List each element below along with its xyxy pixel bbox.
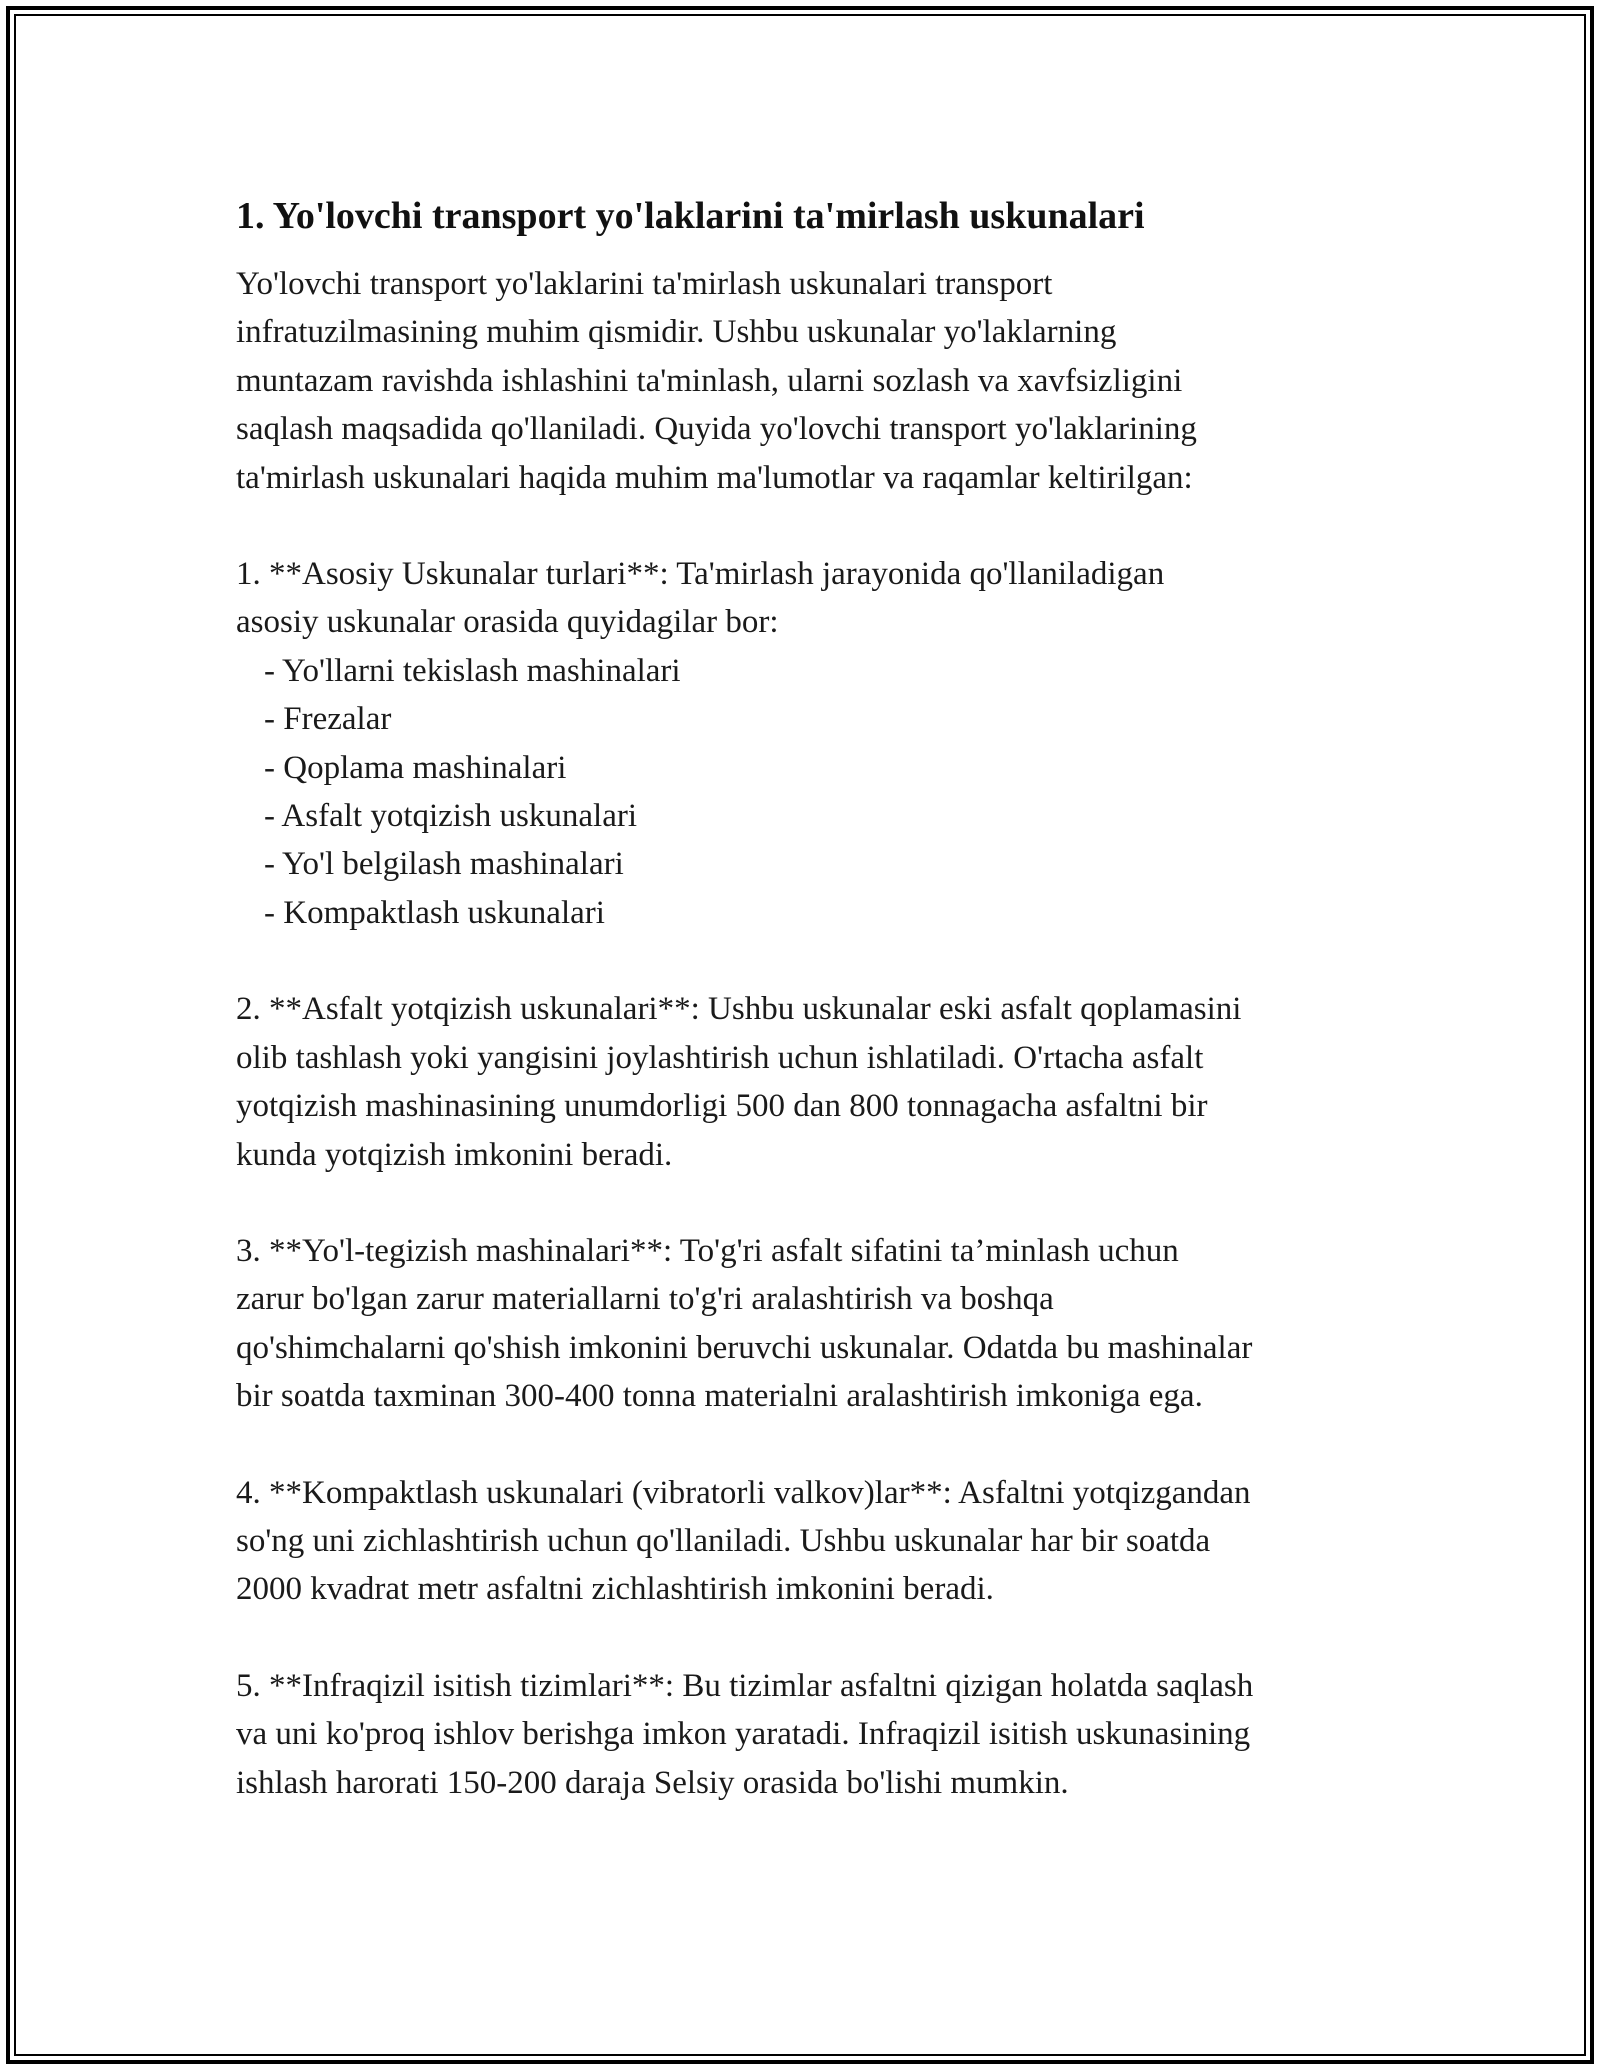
- spacer: [236, 502, 1376, 550]
- document-title: 1. Yo'lovchi transport yo'laklarini ta'mirlash uskunalari: [236, 195, 1145, 237]
- list-item: - Asfalt yotqizish uskunalari: [264, 798, 638, 835]
- spacer: [236, 1179, 1376, 1227]
- spacer: [236, 1421, 1376, 1469]
- equipment-list: [236, 647, 1376, 937]
- section-3-paragraph: 3. **Yo'l-tegizish mashinalari**: To'g'ri asfalt sifatini ta’minlash uchun zarur bo'lgan zarur materiallarni to'g'ri aralashtirish va boshqa qo'shimchalarni qo'shish imkonini beruvchi uskunalar. Odatda bu mashinalar bir soatda taxminan 300-400 tonna materialni aralashtirish imkoniga ega.: [236, 1232, 1253, 1415]
- section-5-paragraph: 5. **Infraqizil isitish tizimlari**: Bu tizimlar asfaltni qizigan holatda saqlash va uni ko'proq ishlov berishga imkon yaratadi. Infraqizil isitish uskunasining ishlash harorati 150-200 daraja Selsiy orasida bo'lishi mumkin.: [236, 1667, 1254, 1801]
- list-item: - Qoplama mashinalari: [264, 749, 567, 786]
- section-2-paragraph: 2. **Asfalt yotqizish uskunalari**: Ushbu uskunalar eski asfalt qoplamasini olib tashlash yoki yangisini joylashtirish uchun ishlatiladi. O'rtacha asfalt yotqizish mashinasining unumdorligi 500 dan 800 tonnagacha asfaltni bir kunda yotqizish imkonini beradi.: [236, 991, 1242, 1173]
- section-1-text: 1. **Asosiy Uskunalar turlari**: Ta'mirlash jarayonida qo'llaniladigan asosiy uskunalar orasida quyidagilar bor:: [236, 556, 1165, 641]
- document-body: [236, 188, 1376, 1807]
- list-item: - Kompaktlash uskunalari: [264, 894, 605, 931]
- section-4-paragraph: 4. **Kompaktlash uskunalari (vibratorli valkov)lar**: Asfaltni yotqizgandan so'ng uni zichlashtirish uchun qo'llaniladi. Ushbu uskunalar har bir soatda 2000 kvadrat metr asfaltni zichlashtirish imkonini beradi.: [236, 1474, 1251, 1608]
- spacer: [236, 1614, 1376, 1662]
- list-item: - Yo'llarni tekislash mashinalari: [264, 652, 681, 689]
- intro-paragraph: Yo'lovchi transport yo'laklarini ta'mirlash uskunalari transport infratuzilmasining muhim qismidir. Ushbu uskunalar yo'laklarning muntazam ravishda ishlashini ta'minlash, ularni sozlash va xavfsizligini saqlash maqsadida qo'llaniladi. Quyida yo'lovchi transport yo'laklarining ta'mirlash uskunalari haqida muhim ma'lumotlar va raqamlar keltirilgan:: [236, 266, 1197, 496]
- list-item: - Frezalar: [264, 701, 392, 738]
- spacer: [236, 937, 1376, 985]
- list-item: - Yo'l belgilash mashinalari: [264, 846, 624, 883]
